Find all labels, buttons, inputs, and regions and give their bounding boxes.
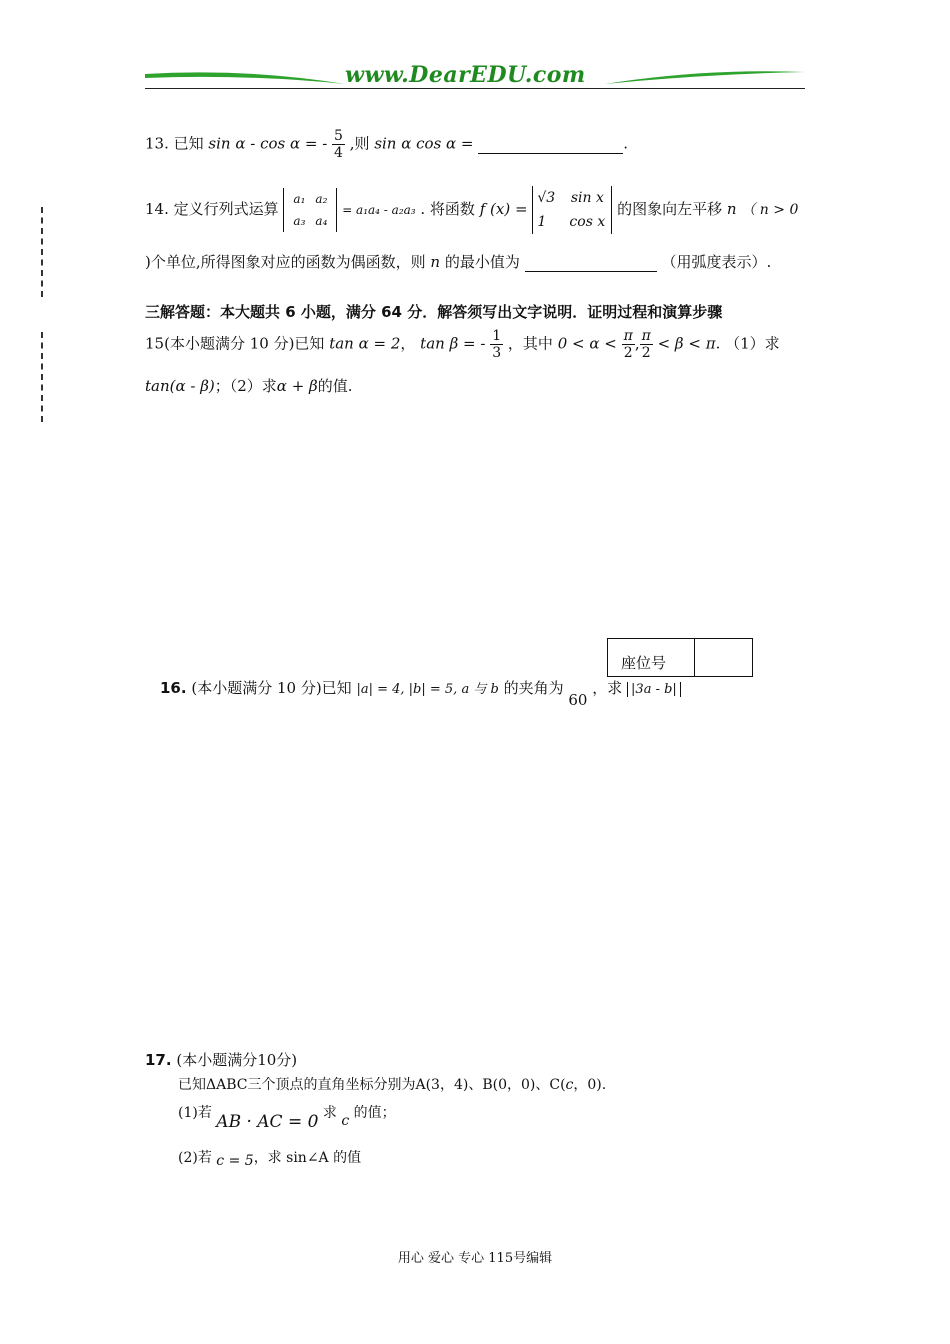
question-17-part2 xyxy=(178,1147,361,1167)
q15-pi-frac-1 xyxy=(622,328,635,361)
q14-n: n xyxy=(726,200,737,218)
q15-tan-b: tan β = - xyxy=(420,334,486,353)
q17-line1end: ，0). xyxy=(573,1077,607,1093)
question-15: 15(本小题满分 10 分)已知 tan α = 2， tan β = - $\frac{1}{3}$ ，其中 0 < α < $\frac{\pi}{2}$ , $\frac{\pi}{2}$ < β < π. （1）求 xyxy=(145,328,780,361)
fdet-cosx: cos x xyxy=(569,214,606,230)
q15-range1: 0 < α < xyxy=(557,334,617,353)
q14-cond: （ n > 0 xyxy=(741,202,799,218)
det-a2: a₂ xyxy=(315,192,328,206)
q17-p1c: c xyxy=(341,1113,350,1129)
question-16 xyxy=(160,677,681,709)
fdet-sinx: sin x xyxy=(570,190,604,206)
header-rule xyxy=(145,88,805,89)
fdet-one: 1 xyxy=(537,214,547,230)
q17-p2a: (2)若 xyxy=(178,1150,212,1166)
q15-sum: α + β xyxy=(276,377,318,395)
q17-c: c xyxy=(565,1077,574,1093)
seat-label-cell xyxy=(608,639,695,676)
q17-num: 17. xyxy=(145,1051,172,1069)
det-a1: a₁ xyxy=(293,192,306,206)
question-14-line2 xyxy=(145,251,771,272)
fdet-sqrt3: √3 xyxy=(537,190,556,206)
q15-range2: < β < π xyxy=(657,334,716,353)
q16-num: 16. xyxy=(160,679,187,697)
question-17-line1 xyxy=(178,1074,606,1094)
q17-line1: 已知ΔABC三个顶点的直角坐标分别为A(3，4)、B(0，0)、C( xyxy=(178,1077,566,1093)
q15-line2d: 的值. xyxy=(317,377,353,395)
q15-frac-num: 1 xyxy=(492,328,502,344)
section-heading: 三解答题：本大题共 6 小题，满分 64 分．解答须写出文字说明．证明过程和演算步骤 xyxy=(145,303,723,321)
q15-head: 15(本小题满分 10 分)已知 xyxy=(145,334,325,353)
pi-den-1: 2 xyxy=(623,345,633,361)
seat-label: 座位号 xyxy=(621,654,667,672)
q14-mid: . 将函数 xyxy=(420,200,475,218)
q13-end: . xyxy=(623,134,629,153)
q13-expr: sin α - cos α = - xyxy=(208,134,328,153)
question-17-part1 xyxy=(178,1102,396,1132)
page-footer: 用心 爱心 专心 115号编辑 xyxy=(397,1251,553,1266)
q14-line2c: （用弧度表示）. xyxy=(661,253,772,271)
q14-fx: f (x) = xyxy=(479,200,528,218)
q17-p2expr: c = 5 xyxy=(216,1153,254,1169)
q17-p1expr: AB · AC = 0 xyxy=(216,1112,319,1132)
q16-angle-text: 的夹角为 xyxy=(503,679,564,697)
q14-line2b: 的最小值为 xyxy=(444,253,520,271)
q17-head: (本小题满分10分) xyxy=(176,1051,298,1069)
q13-answer-blank[interactable] xyxy=(478,135,623,154)
q13-expr2: sin α cos α = xyxy=(374,134,474,153)
q15-frac-den: 3 xyxy=(492,345,502,361)
q13-frac-den: 4 xyxy=(334,145,343,161)
q15-line2b: ；（2）求 xyxy=(214,377,277,395)
q13-prefix: 13. 已知 xyxy=(145,134,204,153)
q17-p2b: ，求 sin∠A 的值 xyxy=(253,1150,362,1166)
seat-number-input[interactable] xyxy=(695,639,752,676)
pi-num-1: π xyxy=(623,328,633,344)
pi-den-2: 2 xyxy=(641,345,651,361)
q14-function-determinant xyxy=(532,186,612,234)
q14-determinant xyxy=(283,188,337,232)
question-17 xyxy=(145,1049,297,1070)
q15-tan-diff: tan(α - β) xyxy=(145,377,215,395)
q16-cond: |a| = 4, |b| = 5, a 与 b xyxy=(356,682,499,697)
q13-mid: ,则 xyxy=(349,134,370,153)
left-swoosh-icon xyxy=(145,68,345,88)
q14-n2: n xyxy=(430,253,441,271)
q14-prefix: 14. 定义行列式运算 xyxy=(145,200,279,218)
q15-tan-a: tan α = 2 xyxy=(329,334,401,353)
seat-number-box xyxy=(607,638,753,677)
site-logo-text: www.DearEDU.com xyxy=(345,62,586,88)
q17-p1b: 求 xyxy=(322,1105,337,1121)
binding-dash-bottom xyxy=(41,332,43,422)
q15-task1: . （1）求 xyxy=(715,334,780,353)
q16-target: |3a - b| xyxy=(627,682,681,697)
det-a4: a₄ xyxy=(315,214,328,228)
q13-frac-num: 5 xyxy=(334,128,343,144)
q14-line2: )个单位,所得图象对应的函数为偶函数，则 xyxy=(145,253,426,271)
q15-mid: ，其中 xyxy=(507,334,553,353)
det-a3: a₃ xyxy=(293,214,306,228)
question-14 xyxy=(145,186,798,234)
q15-pi-frac-2 xyxy=(640,328,653,361)
question-15-line2 xyxy=(145,375,352,396)
q16-ask: ，求 xyxy=(592,679,623,697)
binding-dash-top xyxy=(41,207,43,297)
q16-angle: 60 xyxy=(568,691,588,709)
q14-answer-blank[interactable] xyxy=(525,253,657,272)
q16-head: (本小题满分 10 分)已知 xyxy=(191,679,352,697)
q13-fraction xyxy=(332,128,345,161)
pi-num-2: π xyxy=(641,328,651,344)
q14-after: 的图象向左平移 xyxy=(617,200,723,218)
q17-p1a: (1)若 xyxy=(178,1105,212,1121)
right-swoosh-icon xyxy=(605,68,805,88)
question-13 xyxy=(145,128,628,161)
q14-det-result: = a₁a₄ - a₂a₃ xyxy=(342,203,416,217)
q15-fraction xyxy=(490,328,503,361)
q17-p1d: 的值； xyxy=(353,1105,396,1121)
